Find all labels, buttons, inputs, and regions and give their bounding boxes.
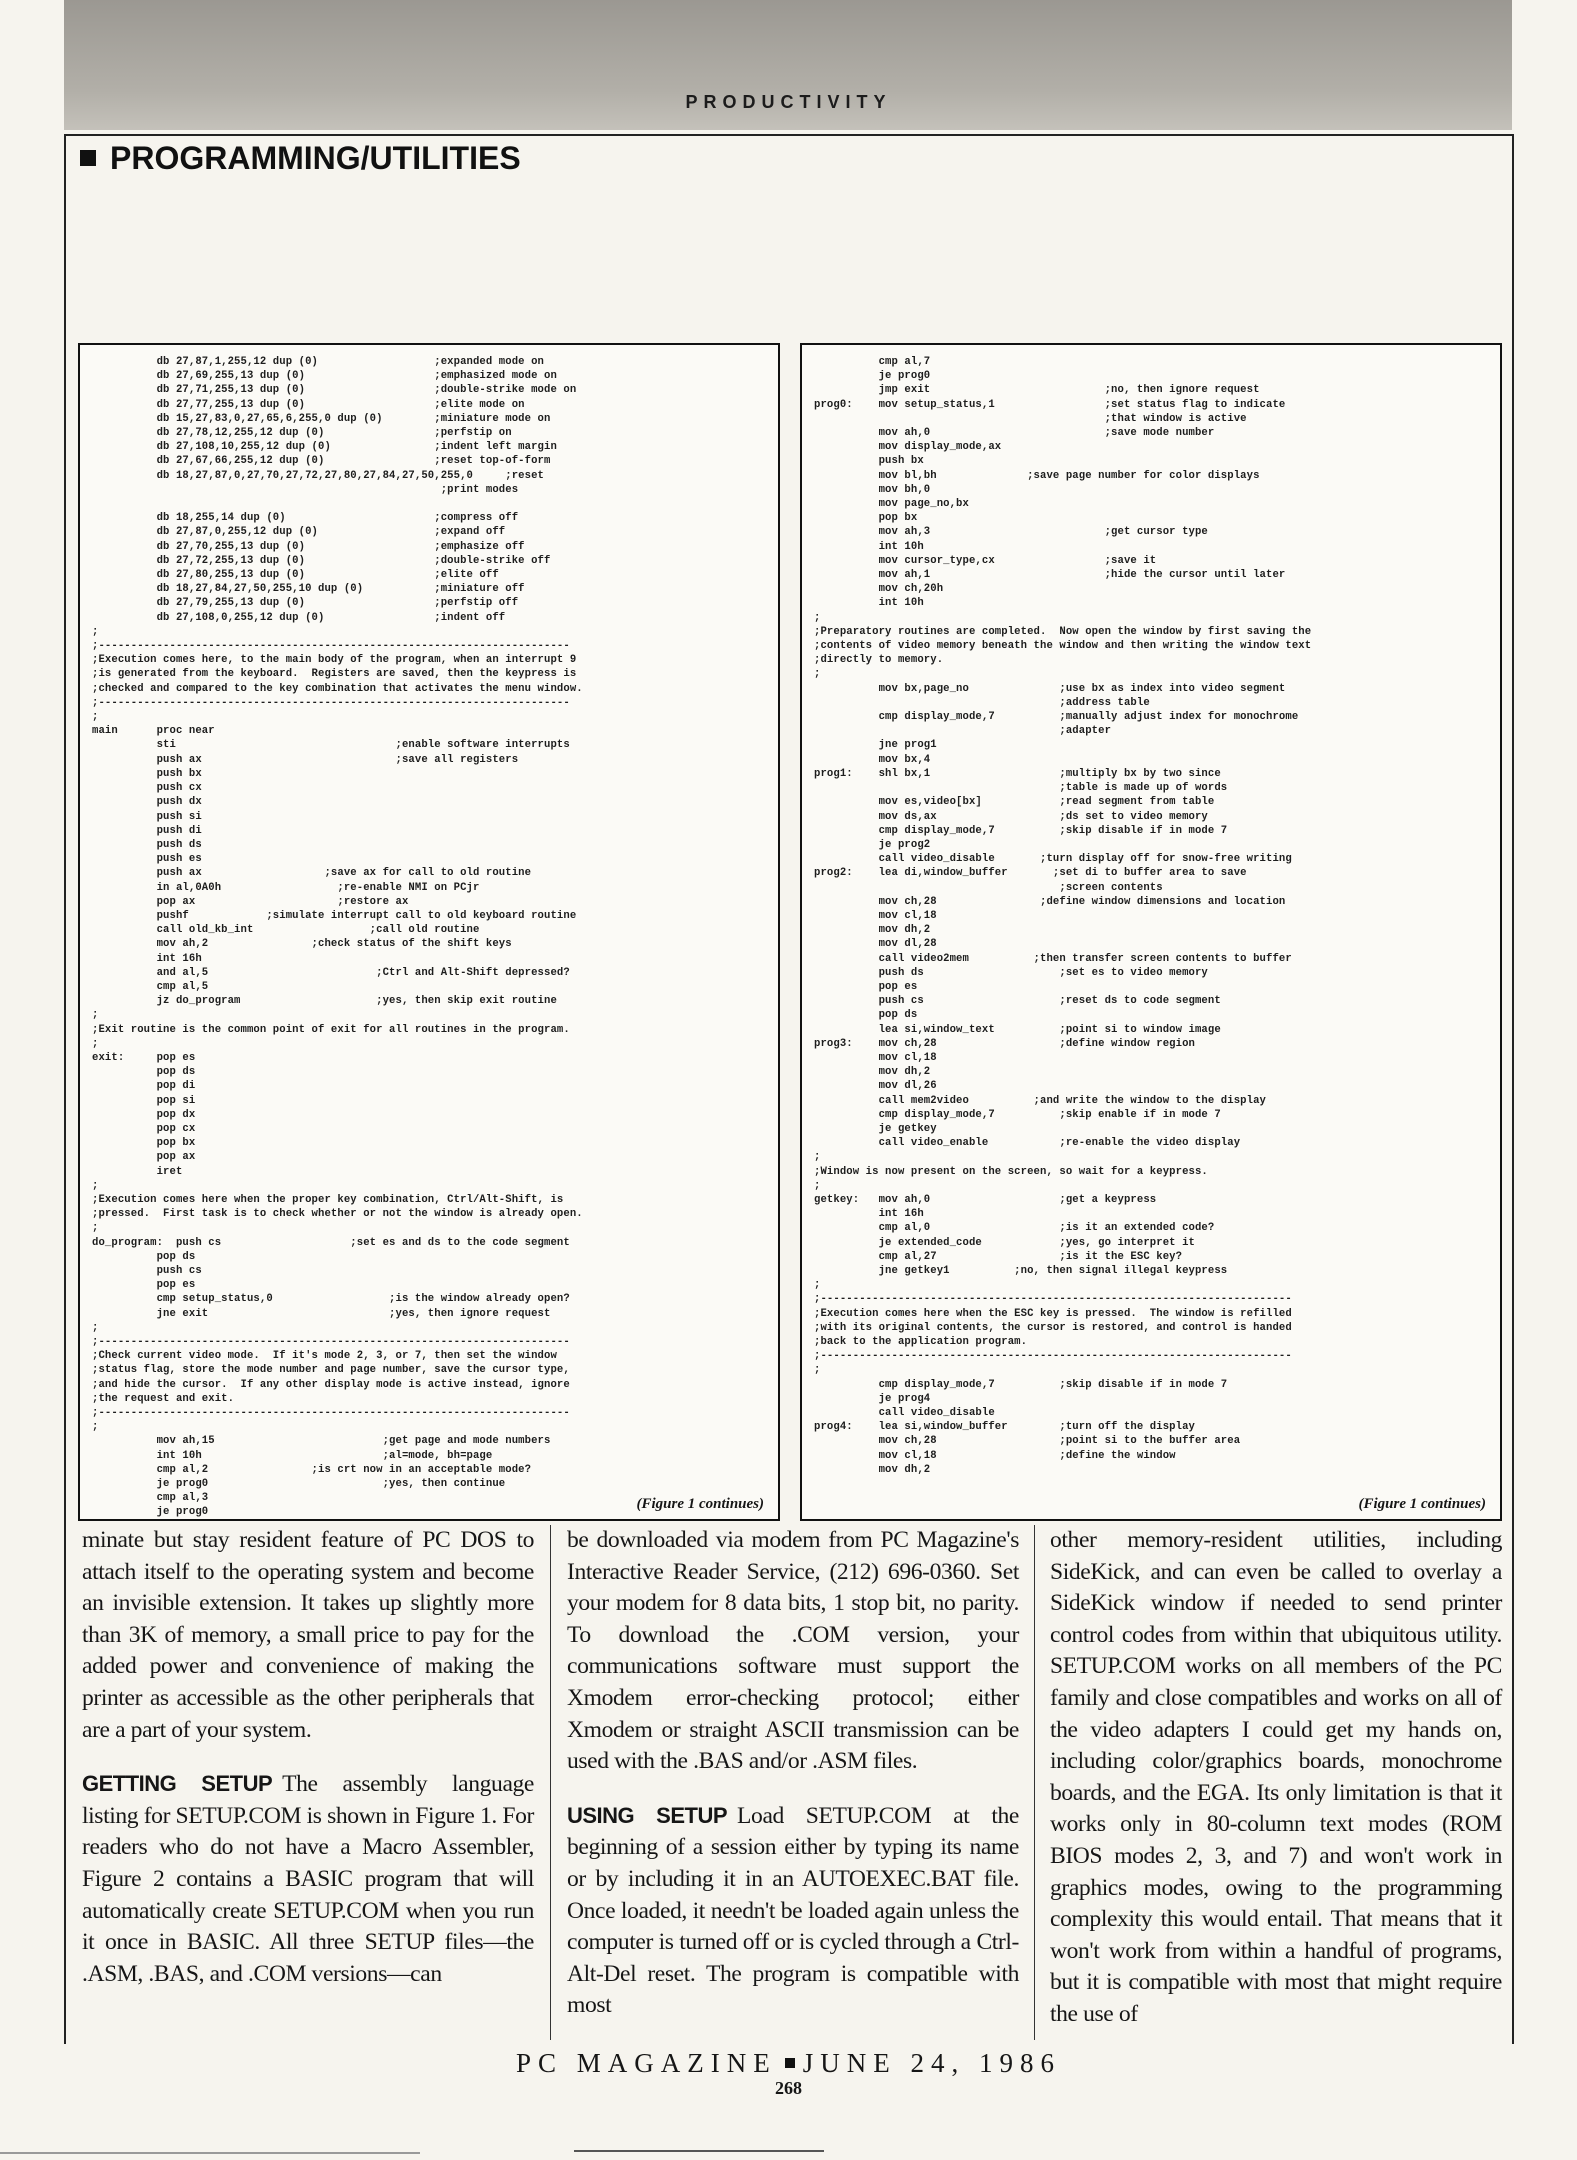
paragraph: be downloaded via modem from PC Magazine's Interactive Reader Service, (212) 696-0360. Set your modem for 8 data bits, 1 stop bit, no parity. To download the .COM version, your communications software must support the Xmodem error-checking protocol; either Xmodem or straight ASCII transmission can be used with the .BAS and/or .ASM files. [567,1527,1019,1775]
code-listing-right [800,343,1502,1521]
paragraph [82,1768,534,1990]
page-footer [0,2048,1577,2079]
paragraph [567,1800,1019,2022]
page-number: 268 [775,2078,802,2098]
article-column-2 [567,1525,1019,2044]
figure-caption-right: (Figure 1 continues) [1358,1496,1486,1512]
subhead-using-setup: USING SETUP [567,1802,728,1828]
paragraph-text: The assembly language listing for SETUP.COM is shown in Figure 1. For readers who do not have a Macro Assembler, Figure 2 contains a BASIC program that will automatically create SETUP.COM when you run it once in BASIC. All three SETUP files—the .ASM, .BAS, and .COM versions—can [82,1771,534,1987]
paragraph: minate but stay resident feature of PC DOS to attach itself to the operating system and become an invisible extension. It takes up slightly more than 3K of memory, a small price to pay for the added power and convenience of making the printer as accessible as the other peripherals that are a part of your system. [82,1527,534,1743]
article-column-1 [82,1525,534,2012]
magazine-name: PC MAGAZINE [515,2048,777,2078]
code-listing-left [78,343,780,1521]
bottom-edge-rule [0,2152,420,2154]
top-rule [64,134,1512,136]
department-heading [80,140,521,177]
footer-square-icon [785,2058,795,2068]
department-title: PROGRAMMING/UTILITIES [110,140,521,176]
issue-date: JUNE 24, 1986 [802,2048,1061,2078]
column-divider [550,1525,551,2040]
code-text-left: db 27,87,1,255,12 dup (0) ;expanded mode on db 27,69,255,13 dup (0) ;emphasized mode on db 27,71,255,13 dup (0) ;double-strike mode on db 27,77,255,13 dup (0) ;elite mode on db 15,27,83,0,27,65,6,255,0 dup (0) ;miniature mode on db 27,78,12,255,12 dup (0) ;perfstip on db 27,108,10,255,12 dup (0) ;indent left margin db 27,67,66,255,12 dup (0) ;reset top-of-form db 18,27,87,0,27,70,27,72,27,80,27,84,27,50,255,0 ;reset ;print modes db 18,255,14 dup (0) ;compress off db 27,87,0,255,12 dup (0) ;expand off db 27,70,255,13 dup (0) ;emphasize off db 27,72,255,13 dup (0) ;double-strike off db 27,80,255,13 dup (0) ;elite off db 18,27,84,27,50,255,10 dup (0) ;miniature off db 27,79,255,13 dup (0) ;perfstip off db 27,108,0,255,12 dup (0) ;indent off ; ;------------------------------------------------------------------------- ;Execution comes here, to the main body of the program, when an interrupt 9 ;is generated from the keyboard. Registers are saved, then the keypress is ;checked and compared to the key combination that activates the menu window. ;------------------------------------------------------------------------- ; main proc near sti ;enable software interrupts push ax ;save all registers push bx push cx push dx push si push di push ds push es push ax ;save ax for call to old routine in al,0A0h ;re-enable NMI on PCjr pop ax ;restore ax pushf ;simulate interrupt call to old keyboard routine call old_kb_int ;call old routine mov ah,2 ;check status of the shift keys int 16h and al,5 ;Ctrl and Alt-Shift depressed? cmp al,5 jz do_program ;yes, then skip exit routine ; ;Exit routine is the common point of exit for all routines in the program. ; exit: pop es pop ds pop di pop si pop dx pop cx pop bx pop ax iret ; ;Execution comes here when the proper key combination, Ctrl/Alt-Shift, is ;pressed. First task is to check whether or not the window is already open. ; do_program: push cs ;set es and ds to the code segment pop ds push cs pop es cmp setup_status,0 ;is the window already open? jne exit ;yes, then ignore request ; ;------------------------------------------------------------------------- ;Check current video mode. If it's mode 2, 3, or 7, then set the window ;status flag, store the mode number and page number, save the cursor type, ;and hide the cursor. If any other display mode is active instead, ignore ;the request and exit. ;------------------------------------------------------------------------- ; mov ah,15 ;get page and mode numbers int 10h ;al=mode, bh=page cmp al,2 ;is crt now in an acceptable mode? je prog0 ;yes, then continue cmp al,3 je prog0 [92,356,583,1519]
right-rule [1512,134,1514,2044]
figure-caption-left: (Figure 1 continues) [636,1496,764,1512]
bullet-square-icon [80,150,96,166]
footer-rule [574,2150,824,2152]
column-divider [1034,1525,1035,2040]
section-label: PRODUCTIVITY [685,92,892,112]
paragraph-text: Load SETUP.COM at the beginning of a session either by typing its name or by including it in an AUTOEXEC.BAT file. Once loaded, it needn't be loaded again unless the computer is turned off or is cycled through a Ctrl-Alt-Del reset. The program is compatible with most [567,1802,1019,2019]
subhead-getting-setup: GETTING SETUP [82,1771,273,1797]
article-column-3 [1050,1525,1502,2053]
code-text-right: cmp al,7 je prog0 jmp exit ;no, then ignore request prog0: mov setup_status,1 ;set status flag to indicate ;that window is active mov ah,0 ;save mode number mov display_mode,ax push bx mov bl,bh ;save page number for color displays mov bh,0 mov page_no,bx pop bx mov ah,3 ;get cursor type int 10h mov cursor_type,cx ;save it mov ah,1 ;hide the cursor until later mov ch,20h int 10h ; ;Preparatory routines are completed. Now open the window by first saving the ;contents of video memory beneath the window and then writing the window text ;directly to memory. ; mov bx,page_no ;use bx as index into video segment ;address table cmp display_mode,7 ;manually adjust index for monochrome ;adapter jne prog1 mov bx,4 prog1: shl bx,1 ;multiply bx by two since ;table is made up of words mov es,video[bx] ;read segment from table mov ds,ax ;ds set to video memory cmp display_mode,7 ;skip disable if in mode 7 je prog2 call video_disable ;turn display off for snow-free writing prog2: lea di,window_buffer ;set di to buffer area to save ;screen contents mov ch,28 ;define window dimensions and location mov cl,18 mov dh,2 mov dl,28 call video2mem ;then transfer screen contents to buffer push ds ;set es to video memory pop es push cs ;reset ds to code segment pop ds lea si,window_text ;point si to window image prog3: mov ch,28 ;define window region mov cl,18 mov dh,2 mov dl,26 call mem2video ;and write the window to the display cmp display_mode,7 ;skip enable if in mode 7 je getkey call video_enable ;re-enable the video display ; ;Window is now present on the screen, so wait for a keypress. ; getkey: mov ah,0 ;get a keypress int 16h cmp al,0 ;is it an extended code? je extended_code ;yes, go interpret it cmp al,27 ;is it the ESC key? jne getkey1 ;no, then signal illegal keypress ; ;------------------------------------------------------------------------- ;Execution comes here when the ESC key is pressed. The window is refilled ;with its original contents, the cursor is restored, and control is handed ;back to the application program. ;------------------------------------------------------------------------- ; cmp display_mode,7 ;skip disable if in mode 7 je prog4 call video_disable prog4: lea si,window_buffer ;turn off the display mov ch,28 ;point si to the buffer area mov cl,18 ;define the window mov dh,2 [814,356,1312,1476]
paragraph: other memory-resident utilities, including SideKick, and can even be called to overlay a SideKick window if needed to send printer control codes from within that ubiquitous utility. SETUP.COM works on all members of the PC family and close compatibles and works on all of the video adapters I could get my hands on, including color/graphics boards, monochrome boards, and the EGA. Its only limitation is that it works only in 80-column text modes (ROM BIOS modes 2, 3, and 7) and won't work in graphics modes, owing to the programming complexity this would entail. That means that it won't work from within a handful of programs, but it is compatible with most that might require the use of [1050,1527,1502,2027]
left-rule [64,134,66,2044]
